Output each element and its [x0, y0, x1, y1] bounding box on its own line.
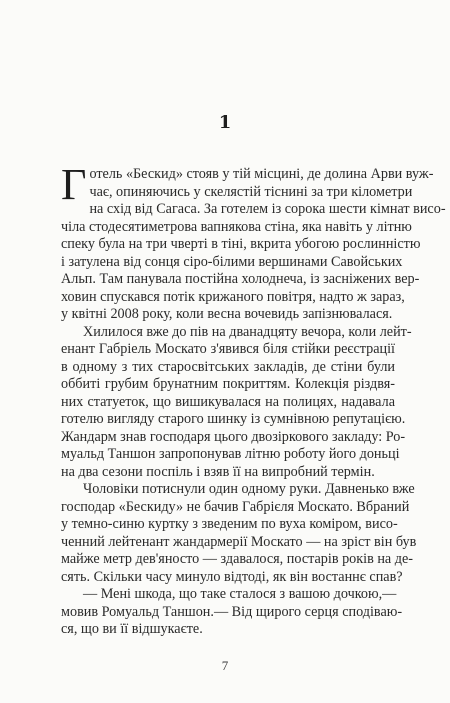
text-line: у темно-синю куртку з зведеним по вуха коміром, висо- — [61, 516, 398, 532]
body-text — [61, 160, 446, 639]
text-line: Чоловіки потиснули один одному руки. Давненько вже — [83, 481, 415, 497]
paragraph-4 — [61, 586, 403, 639]
text-line: — Мені шкода, що таке сталося з вашою дочкою,— — [83, 586, 397, 602]
text-line: господар «Бескиду» не бачив Габрієля Москато. Вбраний — [61, 498, 410, 515]
text-line: них статуеток, що вишикувалася на полицях, надавала — [61, 393, 395, 410]
text-line: енант Габріель Москато з'явився біля стійки реєстрації — [61, 341, 395, 357]
text-line: Хилилося вже до пів на дванадцяту вечора, коли лейт- — [83, 323, 412, 340]
paragraph-2 — [61, 323, 412, 482]
text-line: отель «Бескид» стояв у тій місцині, де долина Арви вуж- — [89, 166, 434, 182]
text-line: Жандарм знав господаря цього двозіркового закладу: Ро- — [61, 428, 406, 445]
paragraph-3 — [61, 481, 417, 586]
text-line: Альп. Там панувала постійна холоднеча, із засніжених вер- — [61, 271, 420, 287]
text-line: оббиті грубим брунатним покриттям. Колекція різдвя- — [61, 376, 395, 392]
paragraph-1 — [61, 160, 446, 324]
text-line: ченний лейтенант жандармерії Москато — на зріст він був — [61, 533, 417, 550]
text-line: мовив Ромуальд Таншон.— Від щирого серця сподіваю- — [61, 603, 403, 620]
text-line: готелю вигляду старого шинку із сумнівною репутацією. — [61, 411, 406, 427]
text-line: на два сезони поспіль і взяв її на випробний термін. — [61, 463, 375, 480]
text-line: сять. Скільки часу минуло відтоді, як він востаннє спав? — [61, 568, 403, 585]
drop-cap: Г — [61, 160, 87, 209]
text-line: чає, опиняючись у скелястій тіснині за три кілометри — [89, 183, 413, 200]
text-line: і затулена від сонця сіро-білими вершинами Савойських — [61, 253, 403, 270]
text-line: ся, що ви її відшукаєте. — [61, 621, 203, 637]
text-line: муальд Таншон запропонував літню роботу його доньці — [61, 446, 400, 462]
chapter-number: 1 — [218, 112, 232, 133]
text-line: чіла стодесятиметрова вапнякова стіна, яка навіть у літню — [61, 218, 412, 235]
text-line: в одному з тих старосвітських закладів, де стіни були — [61, 358, 395, 375]
text-line: ховин спускався потік крижаного повітря, надто ж зараз, — [61, 288, 405, 305]
text-line: майже метр дев'яносто — здавалося, постарів років на де- — [61, 551, 414, 567]
text-line: на схід від Сагаса. За готелем із сорока шести кімнат висо- — [89, 201, 446, 217]
text-line: у квітні 2008 року, коли весна вочевидь запізнювалася. — [61, 306, 393, 322]
page-number: 7 — [221, 658, 229, 673]
text-line: спеку була на три чверті в тіні, вкрита убогою рослинністю — [61, 236, 421, 252]
